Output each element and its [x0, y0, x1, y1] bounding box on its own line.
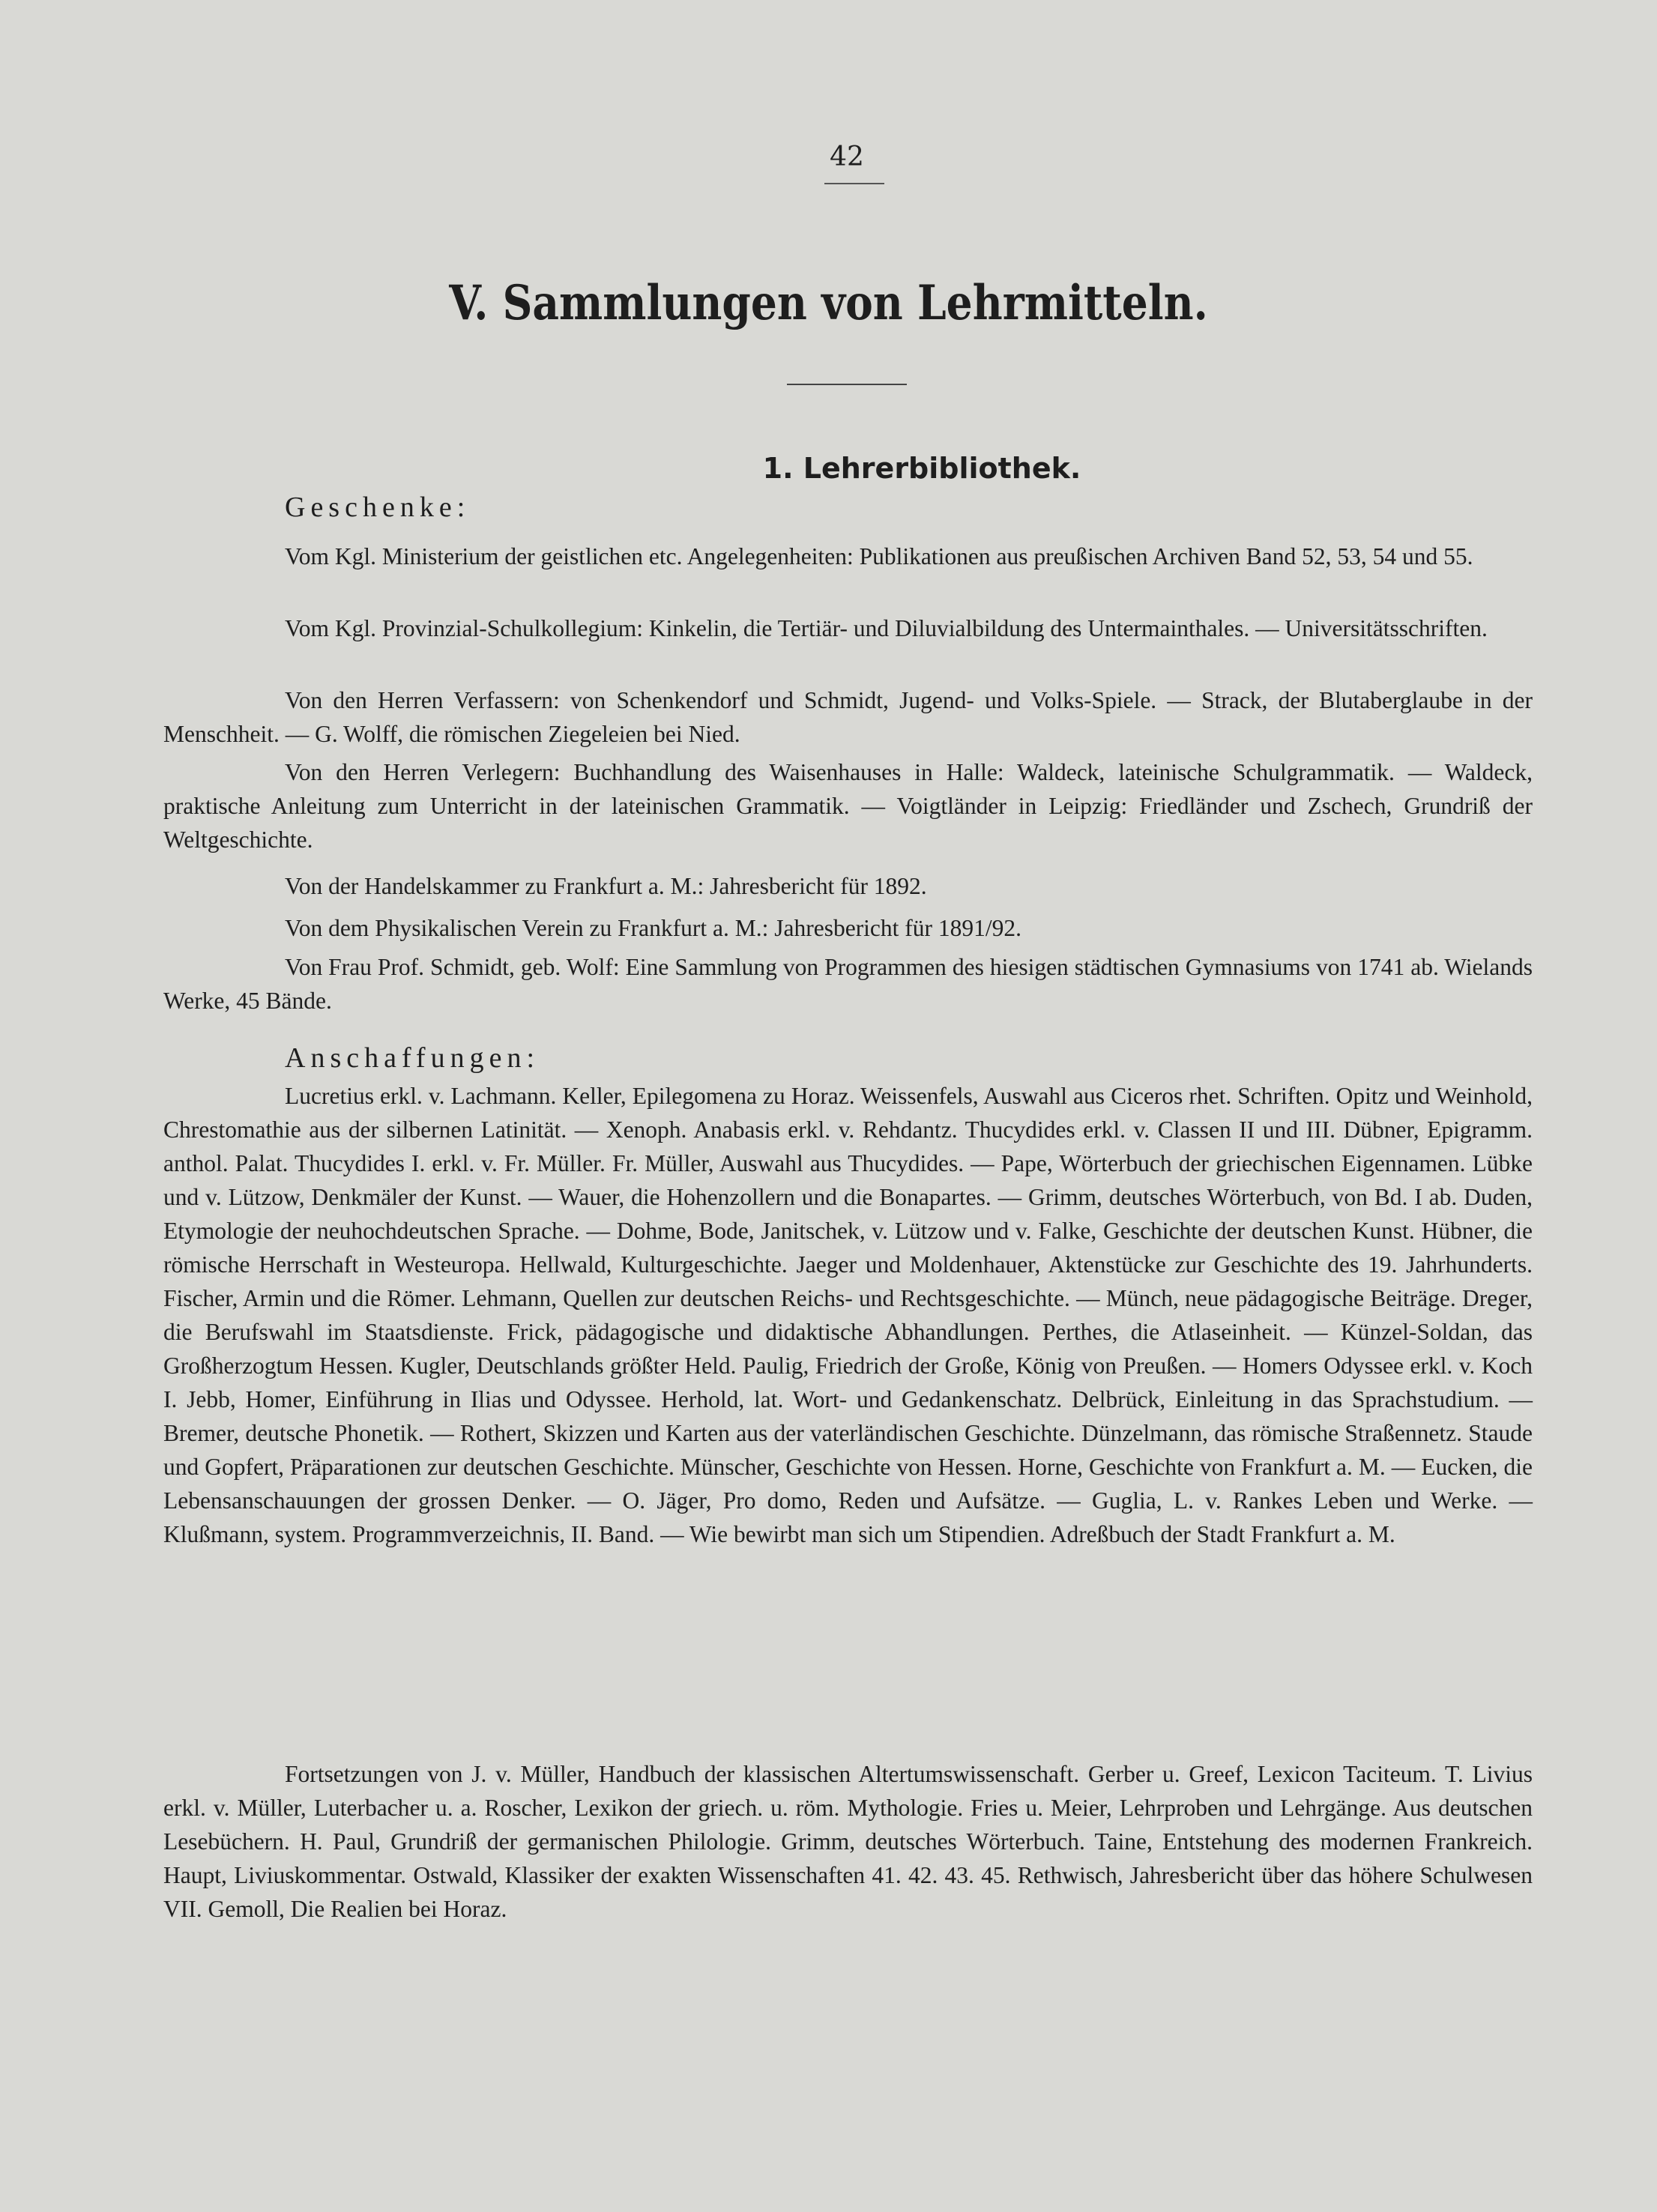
anschaffungen-paragraph-2: Fortsetzungen von J. v. Müller, Handbuch der klassischen Altertumswissenschaft. Gerber u. Greef, Lexicon Taciteum. T. Livius erkl. v. Müller, Luterbacher u. a. Roscher, Lexikon der griech. u. röm. Mythologie. Fries u. Meier, Lehrproben und Lehrgänge. Aus deutschen Lesebüchern. H. Paul, Grundriß der germanischen Philologie. Grimm, deutsches Wörterbuch. Taine, Entstehung des modernen Frankreich. Haupt, Liviuskommentar. Ostwald, Klassiker der exakten Wissenschaften 41. 42. 43. 45. Rethwisch, Jahresbericht über das höhere Schulwesen VII. Gemoll, Die Realien bei Horaz. [163, 1761, 1533, 1922]
anschaffungen-paragraph-1: Lucretius erkl. v. Lachmann. Keller, Epilegomena zu Horaz. Weissenfels, Auswahl aus Ciceros rhet. Schriften. Opitz und Weinhold, Chrestomathie aus der silbernen Latinität. — Xenoph. Anabasis erkl. v. Rehdantz. Thucydides erkl. v. Classen II und III. Dübner, Epigramm. anthol. Palat. Thucydides I. erkl. v. Fr. Müller. Fr. Müller, Auswahl aus Thucydides. — Pape, Wörterbuch der griechischen Eigennamen. Lübke und v. Lützow, Denkmäler der Kunst. — Wauer, die Hohenzollern und die Bonapartes. — Grimm, deutsches Wörterbuch, von Bd. I ab. Duden, Etymologie der neuhochdeutschen Sprache. — Dohme, Bode, Janitschek, v. Lützow und v. Falke, Geschichte der deutschen Kunst. Hübner, die römische Herrschaft in Westeuropa. Hellwald, Kulturgeschichte. Jaeger und Moldenhauer, Aktenstücke zur Geschichte des 19. Jahrhunderts. Fischer, Armin und die Römer. Lehmann, Quellen zur deutschen Reichs- und Rechtsgeschichte. — Münch, neue pädagogische Beiträge. Dreger, die Berufswahl im Staatsdienste. Frick, pädagogische und didaktische Abhandlungen. Perthes, die Atlaseinheit. — Künzel-Soldan, das Großherzogtum Hessen. Kugler, Deutschlands größter Held. Paulig, Friedrich der Große, König von Preußen. — Homers Odyssee erkl. v. Koch I. Jebb, Homer, Einführung in Ilias und Odyssee. Herhold, lat. Wort- und Gedankenschatz. Delbrück, Einleitung in das Sprachstudium. — Bremer, deutsche Phonetik. — Rothert, Skizzen und Karten aus der vaterländischen Geschichte. Dünzelmann, das römische Straßennetz. Staude und Gopfert, Präparationen zur deutschen Geschichte. Münscher, Geschichte von Hessen. Horne, Geschichte von Frankfurt a. M. — Eucken, die Lebensanschauungen der grossen Denker. — O. Jäger, Pro domo, Reden und Aufsätze. — Guglia, L. v. Rankes Leben und Werke. — Klußmann, system. Programmverzeichnis, II. Band. — Wie bewirbt man sich um Stipendien. Adreßbuch der Stadt Frankfurt a. M. [163, 1083, 1533, 1547]
geschenke-paragraph-2: Vom Kgl. Provinzial-Schulkollegium: Kinkelin, die Tertiär- und Diluvialbildung des Untermainthales. — Universitätsschriften. [285, 615, 1488, 641]
geschenke-paragraph-4: Von den Herren Verlegern: Buchhandlung des Waisenhauses in Halle: Waldeck, lateinische Schulgrammatik. — Waldeck, praktische Anleitung zum Unterricht in der lateinischen Grammatik. — Voigtländer in Leipzig: Friedländer und Zschech, Grundriß der Weltgeschichte. [163, 759, 1533, 853]
section-title: V. Sammlungen von Lehrmitteln. [449, 275, 1208, 331]
geschenke-paragraph-3: Von den Herren Verfassern: von Schenkendorf und Schmidt, Jugend- und Volks-Spiele. — Strack, der Blutaberglaube in der Menschheit. — G. Wolff, die römischen Ziegeleien bei Nied. [163, 687, 1533, 747]
page-number-rule [824, 183, 884, 184]
geschenke-heading: Geschenke: [285, 492, 471, 523]
geschenke-paragraph-7: Von Frau Prof. Schmidt, geb. Wolf: Eine Sammlung von Programmen des hiesigen städtischen Gymnasiums von 1741 ab. Wielands Werke, 45 Bände. [163, 954, 1533, 1014]
geschenke-paragraph-6: Von dem Physikalischen Verein zu Frankfurt a. M.: Jahresbericht für 1891/92. [285, 915, 1022, 941]
geschenke-paragraph-5: Von der Handelskammer zu Frankfurt a. M.: Jahresbericht für 1892. [285, 873, 927, 899]
anschaffungen-heading: Anschaffungen: [285, 1042, 540, 1074]
title-rule [787, 384, 907, 385]
geschenke-paragraph-1: Vom Kgl. Ministerium der geistlichen etc. Angelegenheiten: Publikationen aus preußischen Archiven Band 52, 53, 54 und 55. [285, 543, 1473, 569]
page-number: 42 [830, 142, 864, 172]
subsection-heading: 1. Lehrerbibliothek. [762, 452, 1081, 485]
